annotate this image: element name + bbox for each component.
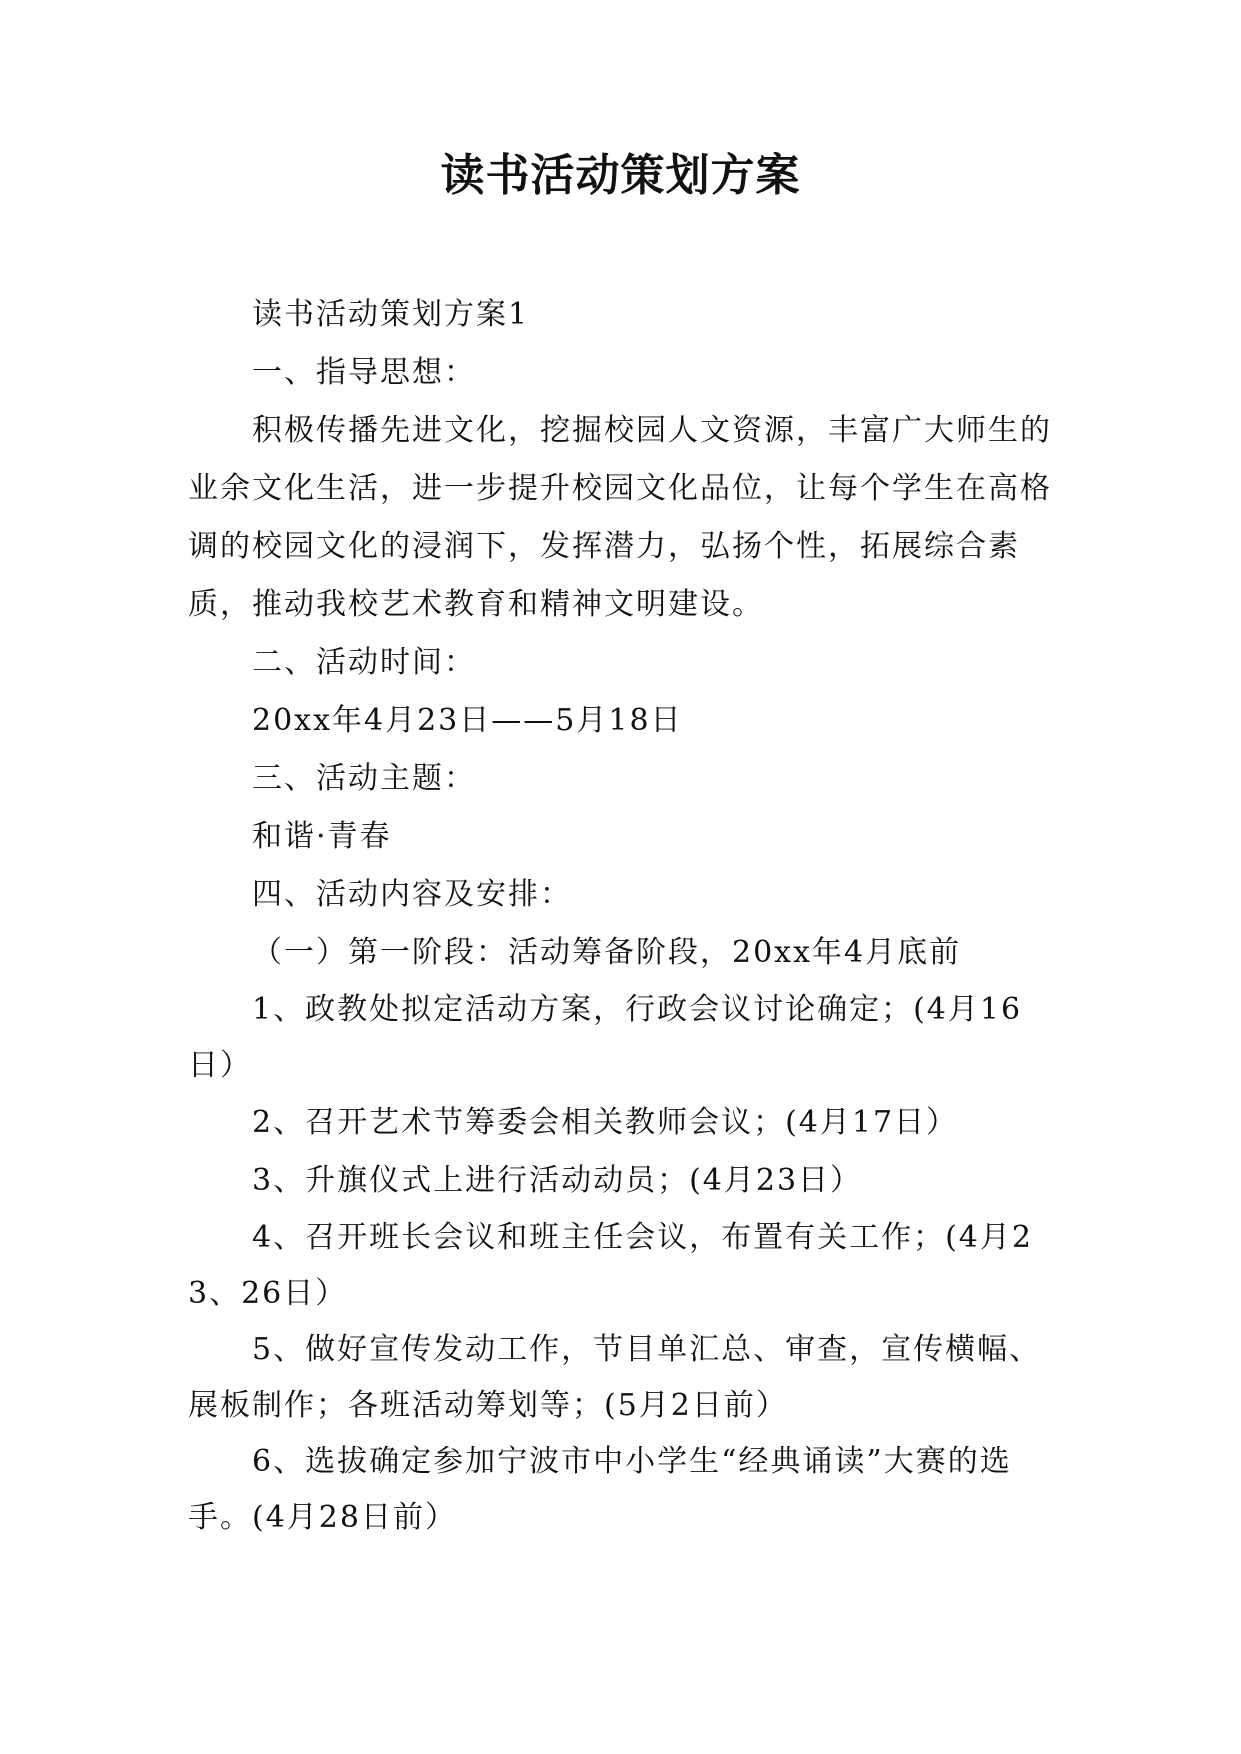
section-heading-plan-1: 读书活动策划方案1 — [252, 297, 530, 332]
section-heading-activity-theme: 三、活动主题： — [252, 761, 476, 796]
list-item-4: 4、召开班长会议和班主任会议，布置有关工作；(4月23、26日） — [188, 1220, 1033, 1311]
list-item-2: 2、召开艺术节筹委会相关教师会议；(4月17日） — [252, 1105, 959, 1140]
paragraph-activity-theme: 和谐·青春 — [252, 819, 392, 854]
subsection-heading-phase-one: （一）第一阶段：活动筹备阶段，20xx年4月底前 — [252, 935, 962, 970]
document-body — [188, 286, 1058, 1546]
list-item-6: 6、选拔确定参加宁波市中小学生“经典诵读”大赛的选手。(4月28日前） — [188, 1444, 1012, 1535]
section-heading-content-arrangement: 四、活动内容及安排： — [252, 877, 572, 912]
list-item-1: 1、政教处拟定活动方案，行政会议讨论确定；(4月16日） — [188, 992, 1023, 1083]
paragraph-guiding-ideology: 积极传播先进文化，挖掘校园人文资源，丰富广大师生的业余文化生活，进一步提升校园文化品位，让每个学生在高格调的校园文化的浸润下，发挥潜力，弘扬个性，拓展综合素质，推动我校艺术教育和精神文明建设。 — [188, 413, 1052, 622]
list-item-5: 5、做好宣传发动工作，节目单汇总、审查，宣传横幅、展板制作；各班活动筹划等；(5月2日前） — [188, 1332, 1042, 1423]
document-title: 读书活动策划方案 — [440, 150, 801, 201]
section-heading-activity-time: 二、活动时间： — [252, 645, 476, 680]
section-heading-guiding-ideology: 一、指导思想： — [252, 355, 476, 390]
paragraph-activity-time: 20xx年4月23日——5月18日 — [252, 703, 683, 738]
list-item-3: 3、升旗仪式上进行活动动员；(4月23日） — [252, 1163, 863, 1198]
